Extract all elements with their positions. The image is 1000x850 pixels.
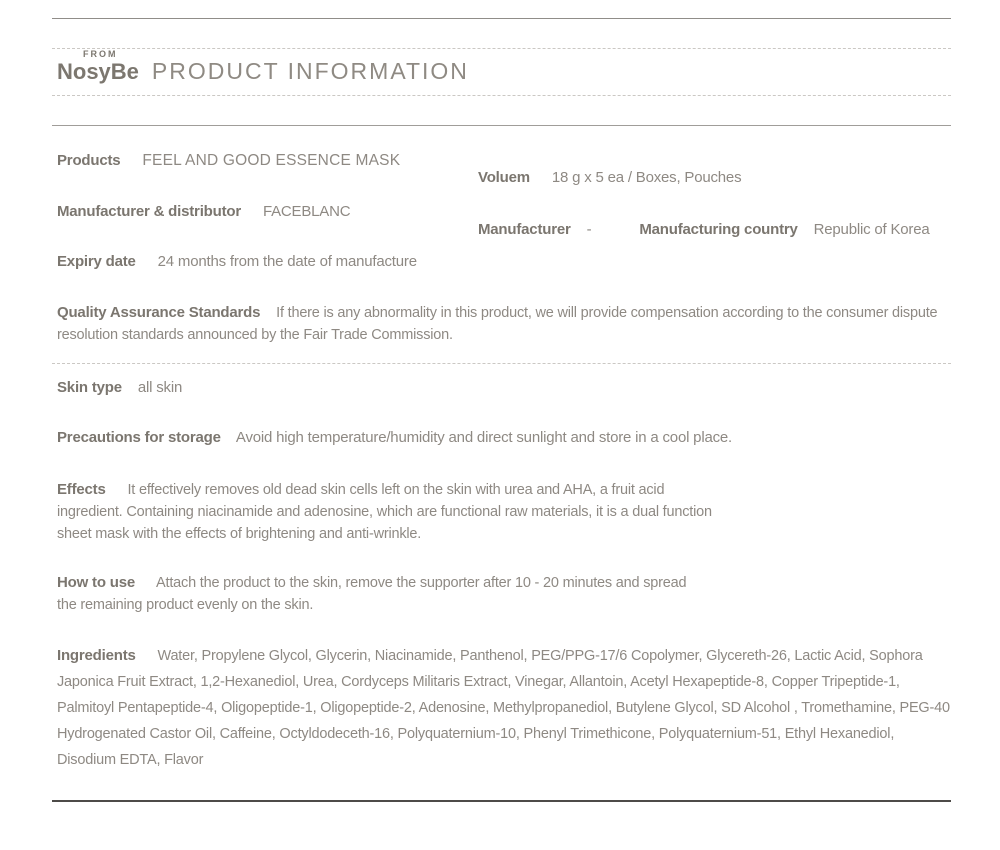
- products-value: FEEL AND GOOD ESSENCE MASK: [142, 152, 401, 169]
- page-title: PRODUCT INFORMATION: [151, 57, 469, 84]
- page-header: [57, 50, 469, 83]
- top-rule: [52, 18, 951, 19]
- products-label: Products: [57, 152, 121, 169]
- manufacturer-distributor-row: [57, 203, 350, 220]
- header-dashed-rule-bottom: [52, 95, 951, 96]
- expiry-date-value: 24 months from the date of manufacture: [157, 253, 417, 270]
- ingredients-label: Ingredients: [57, 647, 136, 664]
- volume-label: Voluem: [478, 169, 530, 186]
- quality-assurance-section: [57, 302, 955, 346]
- expiry-date-row: [57, 253, 417, 270]
- products-row: [57, 152, 400, 170]
- skin-type-label: Skin type: [57, 379, 122, 396]
- storage-precautions-row: [57, 429, 732, 446]
- header-solid-rule: [52, 125, 951, 126]
- volume-row: [478, 169, 741, 186]
- effects-section: [57, 479, 719, 545]
- logo-brand-text: NosyBe: [57, 59, 139, 84]
- bottom-rule: [52, 800, 951, 802]
- ingredients-text: Water, Propylene Glycol, Glycerin, Niacinamide, Panthenol, PEG/PPG-17/6 Copolymer, Glycereth-26, Lactic Acid, Sophora Japonica Fruit Extract, 1,2-Hexanediol, Urea, Cordyceps Militaris Extract, Vinegar, Allantoin, Acetyl Hexapeptide-8, Copper Tripeptide-1, Palmitoyl Pentapeptide-4, Oligopeptide-1, Oligopeptide-2, Adenosine, Methylpropanediol, Butylene Glycol, SD Alcohol , Tromethamine, PEG-40 Hydrogenated Castor Oil, Caffeine, Octyldodeceth-16, Polyquaternium-10, Phenyl Trimethicone, Polyquaternium-51, Ethyl Hexanediol, Disodium EDTA, Flavor: [57, 648, 950, 768]
- how-to-use-section: [57, 572, 699, 616]
- quality-assurance-label: Quality Assurance Standards: [57, 304, 261, 321]
- manufacturer-label: Manufacturer: [478, 221, 571, 238]
- logo-from-text: FROM: [83, 49, 118, 59]
- quality-assurance-text: If there is any abnormality in this product, we will provide compensation according to the consumer dispute resolution standards announced by the Fair Trade Commission.: [57, 305, 938, 343]
- manufacturer-value: -: [586, 221, 592, 238]
- volume-value: 18 g x 5 ea / Boxes, Pouches: [551, 169, 742, 186]
- ingredients-section: [57, 643, 955, 773]
- manufacturing-country-value: Republic of Korea: [813, 221, 930, 238]
- expiry-date-label: Expiry date: [57, 253, 136, 270]
- manufacturing-country-label: Manufacturing country: [639, 221, 798, 238]
- how-to-use-text: Attach the product to the skin, remove the supporter after 10 - 20 minutes and spread the remaining product evenly on the skin.: [57, 575, 687, 613]
- storage-precautions-label: Precautions for storage: [57, 429, 221, 446]
- storage-precautions-text: Avoid high temperature/humidity and direct sunlight and store in a cool place.: [235, 429, 733, 446]
- header-dashed-rule-top: [52, 48, 951, 49]
- manufacturer-distributor-value: FACEBLANC: [262, 203, 351, 220]
- effects-label: Effects: [57, 481, 106, 498]
- manufacturer-country-row: [478, 221, 929, 238]
- section-dashed-rule: [52, 363, 951, 364]
- how-to-use-label: How to use: [57, 574, 136, 591]
- brand-logo: [57, 50, 139, 83]
- manufacturer-distributor-label: Manufacturer & distributor: [57, 203, 241, 220]
- skin-type-value: all skin: [137, 379, 183, 396]
- effects-text: It effectively removes old dead skin cells left on the skin with urea and AHA, a fruit acid ingredient. Containing niacinamide and adenosine, which are functional raw materials, it is a dual function sheet mask with the effects of brightening and anti-wrinkle.: [57, 482, 712, 542]
- skin-type-row: [57, 379, 182, 396]
